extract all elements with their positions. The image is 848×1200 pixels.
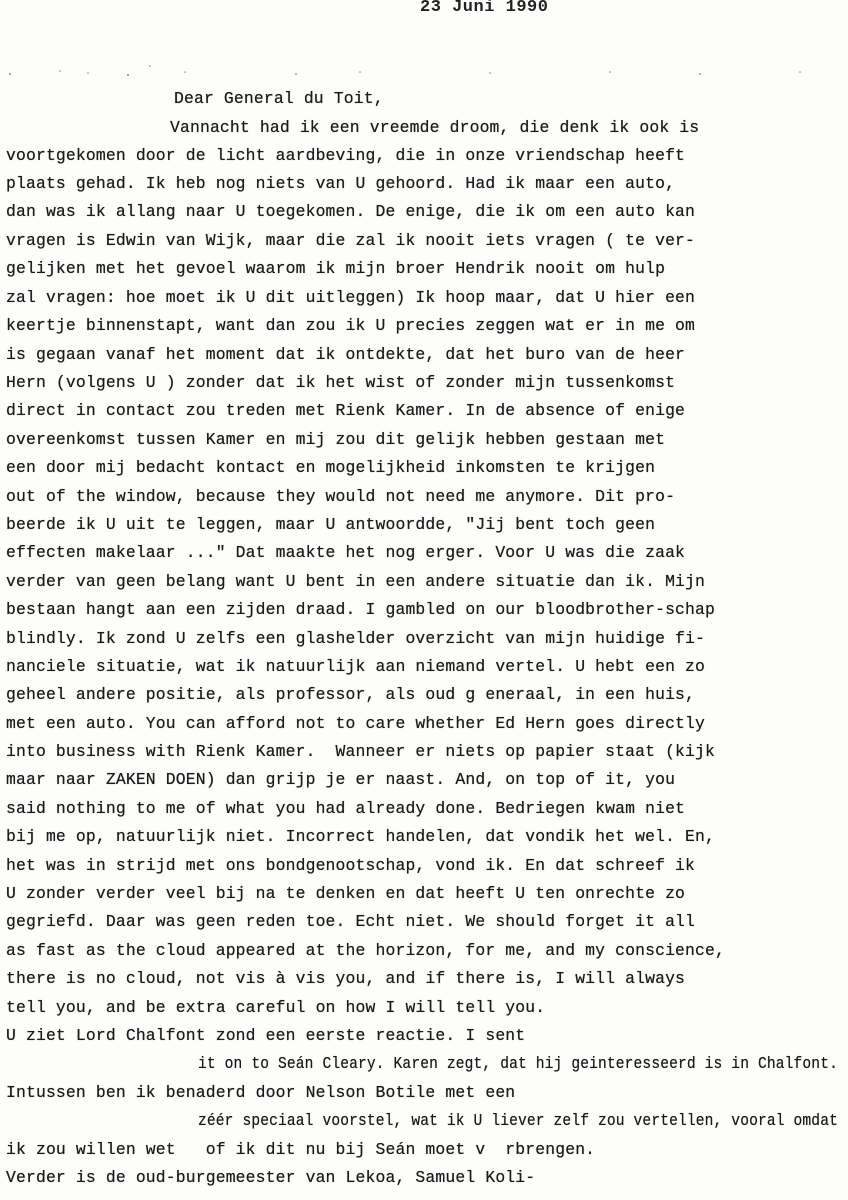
letter-line: ik zou willen wet of ik dit nu bij Seán moet v rbrengen.: [6, 1140, 596, 1159]
letter-date: 23 Juni 1990: [420, 0, 549, 17]
letter-line: it on to Seán Cleary. Karen zegt, dat hij geinteresseerd is in Chalfont.: [198, 1054, 838, 1073]
letter-line: keertje binnenstapt, want dan zou ik U precies zeggen wat er in me om: [6, 316, 696, 335]
letter-line: bij me op, natuurlijk niet. Incorrect handelen, dat vondik het wel. En,: [6, 827, 716, 846]
letter-line: dan was ik allang naar U toegekomen. De enige, die ik om een auto kan: [6, 202, 696, 221]
letter-line: Verder is de oud-burgemeester van Lekoa, Samuel Koli-: [6, 1168, 536, 1187]
letter-line: maar naar ZAKEN DOEN) dan grijp je er naast. And, on top of it, you: [6, 770, 676, 789]
letter-line: nanciele situatie, wat ik natuurlijk aan niemand vertel. U hebt een zo: [6, 657, 706, 676]
letter-line: said nothing to me of what you had already done. Bedriegen kwam niet: [6, 799, 686, 818]
letter-line: verder van geen belang want U bent in een andere situatie dan ik. Mijn: [6, 572, 706, 591]
letter-line: gelijken met het gevoel waarom ik mijn broer Hendrik nooit om hulp: [6, 259, 666, 278]
letter-line: beerde ik U uit te leggen, maar U antwoordde, "Jij bent toch geen: [6, 515, 656, 534]
letter-line: geheel andere positie, als professor, als oud g eneraal, in een huis,: [6, 685, 696, 704]
paper-specks: [0, 62, 848, 82]
letter-line: out of the window, because they would not need me anymore. Dit pro-: [6, 487, 676, 506]
letter-line: U zonder verder veel bij na te denken en dat heeft U ten onrechte zo: [6, 884, 686, 903]
letter-line: overeenkomst tussen Kamer en mij zou dit gelijk hebben gestaan met: [6, 430, 666, 449]
letter-line: tell you, and be extra careful on how I will tell you.: [6, 998, 546, 1017]
letter-line: vragen is Edwin van Wijk, maar die zal ik nooit iets vragen ( te ver-: [6, 231, 696, 250]
letter-line: met een auto. You can afford not to care whether Ed Hern goes directly: [6, 714, 706, 733]
letter-line: is gegaan vanaf het moment dat ik ontdekte, dat het buro van de heer: [6, 345, 686, 364]
letter-line: zéér speciaal voorstel, wat ik U liever zelf zou vertellen, vooral omdat: [198, 1111, 838, 1130]
letter-line: bestaan hangt aan een zijden draad. I gambled on our bloodbrother-schap: [6, 600, 716, 619]
letter-line: plaats gehad. Ik heb nog niets van U gehoord. Had ik maar een auto,: [6, 174, 676, 193]
letter-line: effecten makelaar ..." Dat maakte het nog erger. Voor U was die zaak: [6, 543, 686, 562]
letter-line: gegriefd. Daar was geen reden toe. Echt niet. We should forget it all: [6, 912, 696, 931]
letter-line: direct in contact zou treden met Rienk Kamer. In de absence of enige: [6, 401, 686, 420]
letter-line: voortgekomen door de licht aardbeving, die in onze vriendschap heeft: [6, 146, 686, 165]
letter-line: Intussen ben ik benaderd door Nelson Botile met een: [6, 1083, 516, 1102]
letter-line: U ziet Lord Chalfont zond een eerste reactie. I sent: [6, 1026, 526, 1045]
letter-line: as fast as the cloud appeared at the horizon, for me, and my conscience,: [6, 941, 725, 960]
letter-line: there is no cloud, not vis à vis you, and if there is, I will always: [6, 969, 686, 988]
letter-line: blindly. Ik zond U zelfs een glashelder overzicht van mijn huidige fi-: [6, 629, 706, 648]
letter-line: Dear General du Toit,: [174, 89, 384, 108]
letter-line: into business with Rienk Kamer. Wanneer er niets op papier staat (kijk: [6, 742, 716, 761]
letter-line: het was in strijd met ons bondgenootschap, vond ik. En dat schreef ik: [6, 856, 696, 875]
letter-line: Vannacht had ik een vreemde droom, die denk ik ook is: [170, 118, 700, 137]
letter-line: zal vragen: hoe moet ik U dit uitleggen) Ik hoop maar, dat U hier een: [6, 288, 696, 307]
letter-line: een door mij bedacht kontact en mogelijkheid inkomsten te krijgen: [6, 458, 656, 477]
letter-line: Hern (volgens U ) zonder dat ik het wist of zonder mijn tussenkomst: [6, 373, 676, 392]
